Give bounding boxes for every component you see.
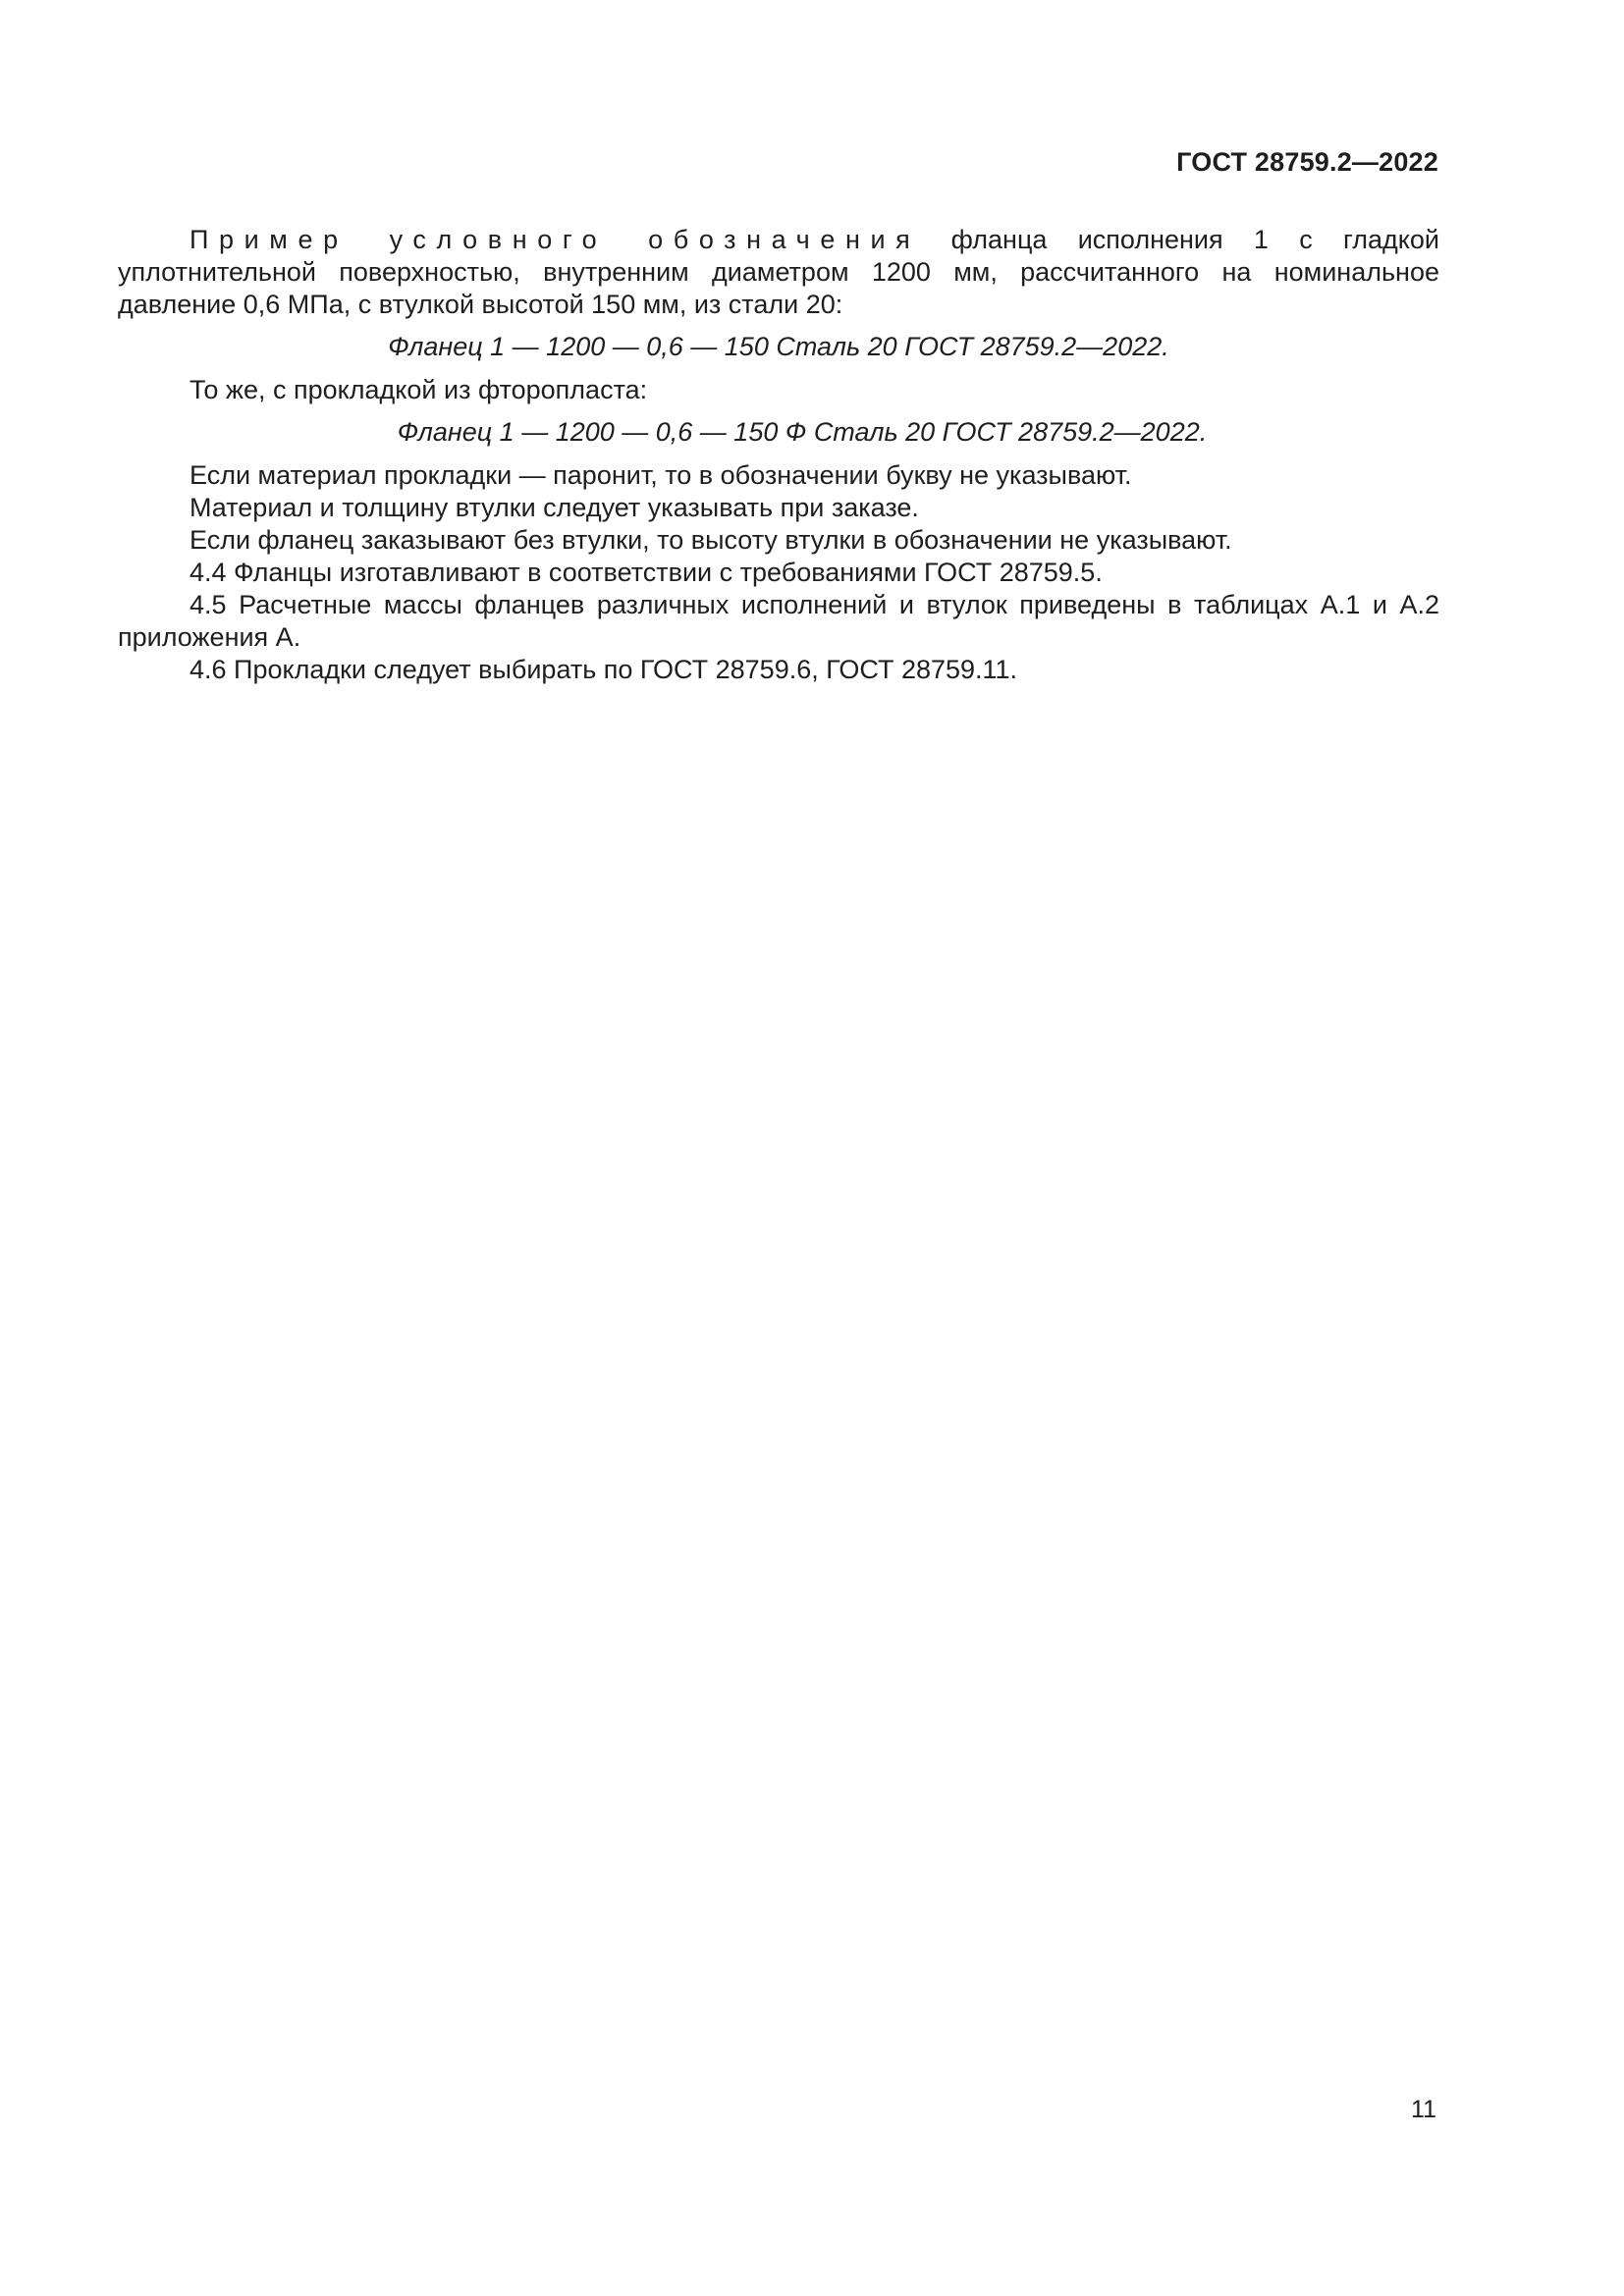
page-number: 11 [1411, 2096, 1436, 2123]
no-sleeve-paragraph: Если фланец заказывают без втулки, то высоту втулки в обозначении не указывают. [189, 525, 1232, 555]
example-heading-spaced: Пример условного обозначения [189, 225, 921, 254]
designation-formula-2: Фланец 1 — 1200 — 0,6 — 150 Ф Сталь 20 ГОСТ 28759.2—2022. [397, 417, 1208, 447]
example-text: фланца исполнения 1 с гладкой уплотнительной поверхностью, внутренним диаметром 1200 мм, рассчитанного на номинальное давление 0,6 МПа, с втулкой высотой 150 мм, из стали 20: [118, 225, 1439, 319]
example-paragraph [118, 224, 1439, 321]
sleeve-material-paragraph: Материал и толщину втулки следует указывать при заказе. [189, 493, 919, 522]
paronite-note-paragraph: Если материал прокладки — паронит, то в обозначении букву не указывают. [189, 460, 1132, 490]
document-body [118, 224, 1439, 686]
clause-4-6: 4.6 Прокладки следует выбирать по ГОСТ 28759.6, ГОСТ 28759.11. [189, 655, 1018, 684]
gasket-variant-paragraph: То же, с прокладкой из фторопласта: [189, 375, 648, 404]
clause-4-5: 4.5 Расчетные массы фланцев различных исполнений и втулок приведены в таблицах А.1 и А.2 приложения А. [118, 590, 1439, 652]
designation-formula-1: Фланец 1 — 1200 — 0,6 — 150 Сталь 20 ГОСТ 28759.2—2022. [388, 332, 1169, 361]
standard-code-header: ГОСТ 28759.2—2022 [1176, 147, 1438, 177]
clause-4-4: 4.4 Фланцы изготавливают в соответствии с требованиями ГОСТ 28759.5. [189, 558, 1103, 587]
